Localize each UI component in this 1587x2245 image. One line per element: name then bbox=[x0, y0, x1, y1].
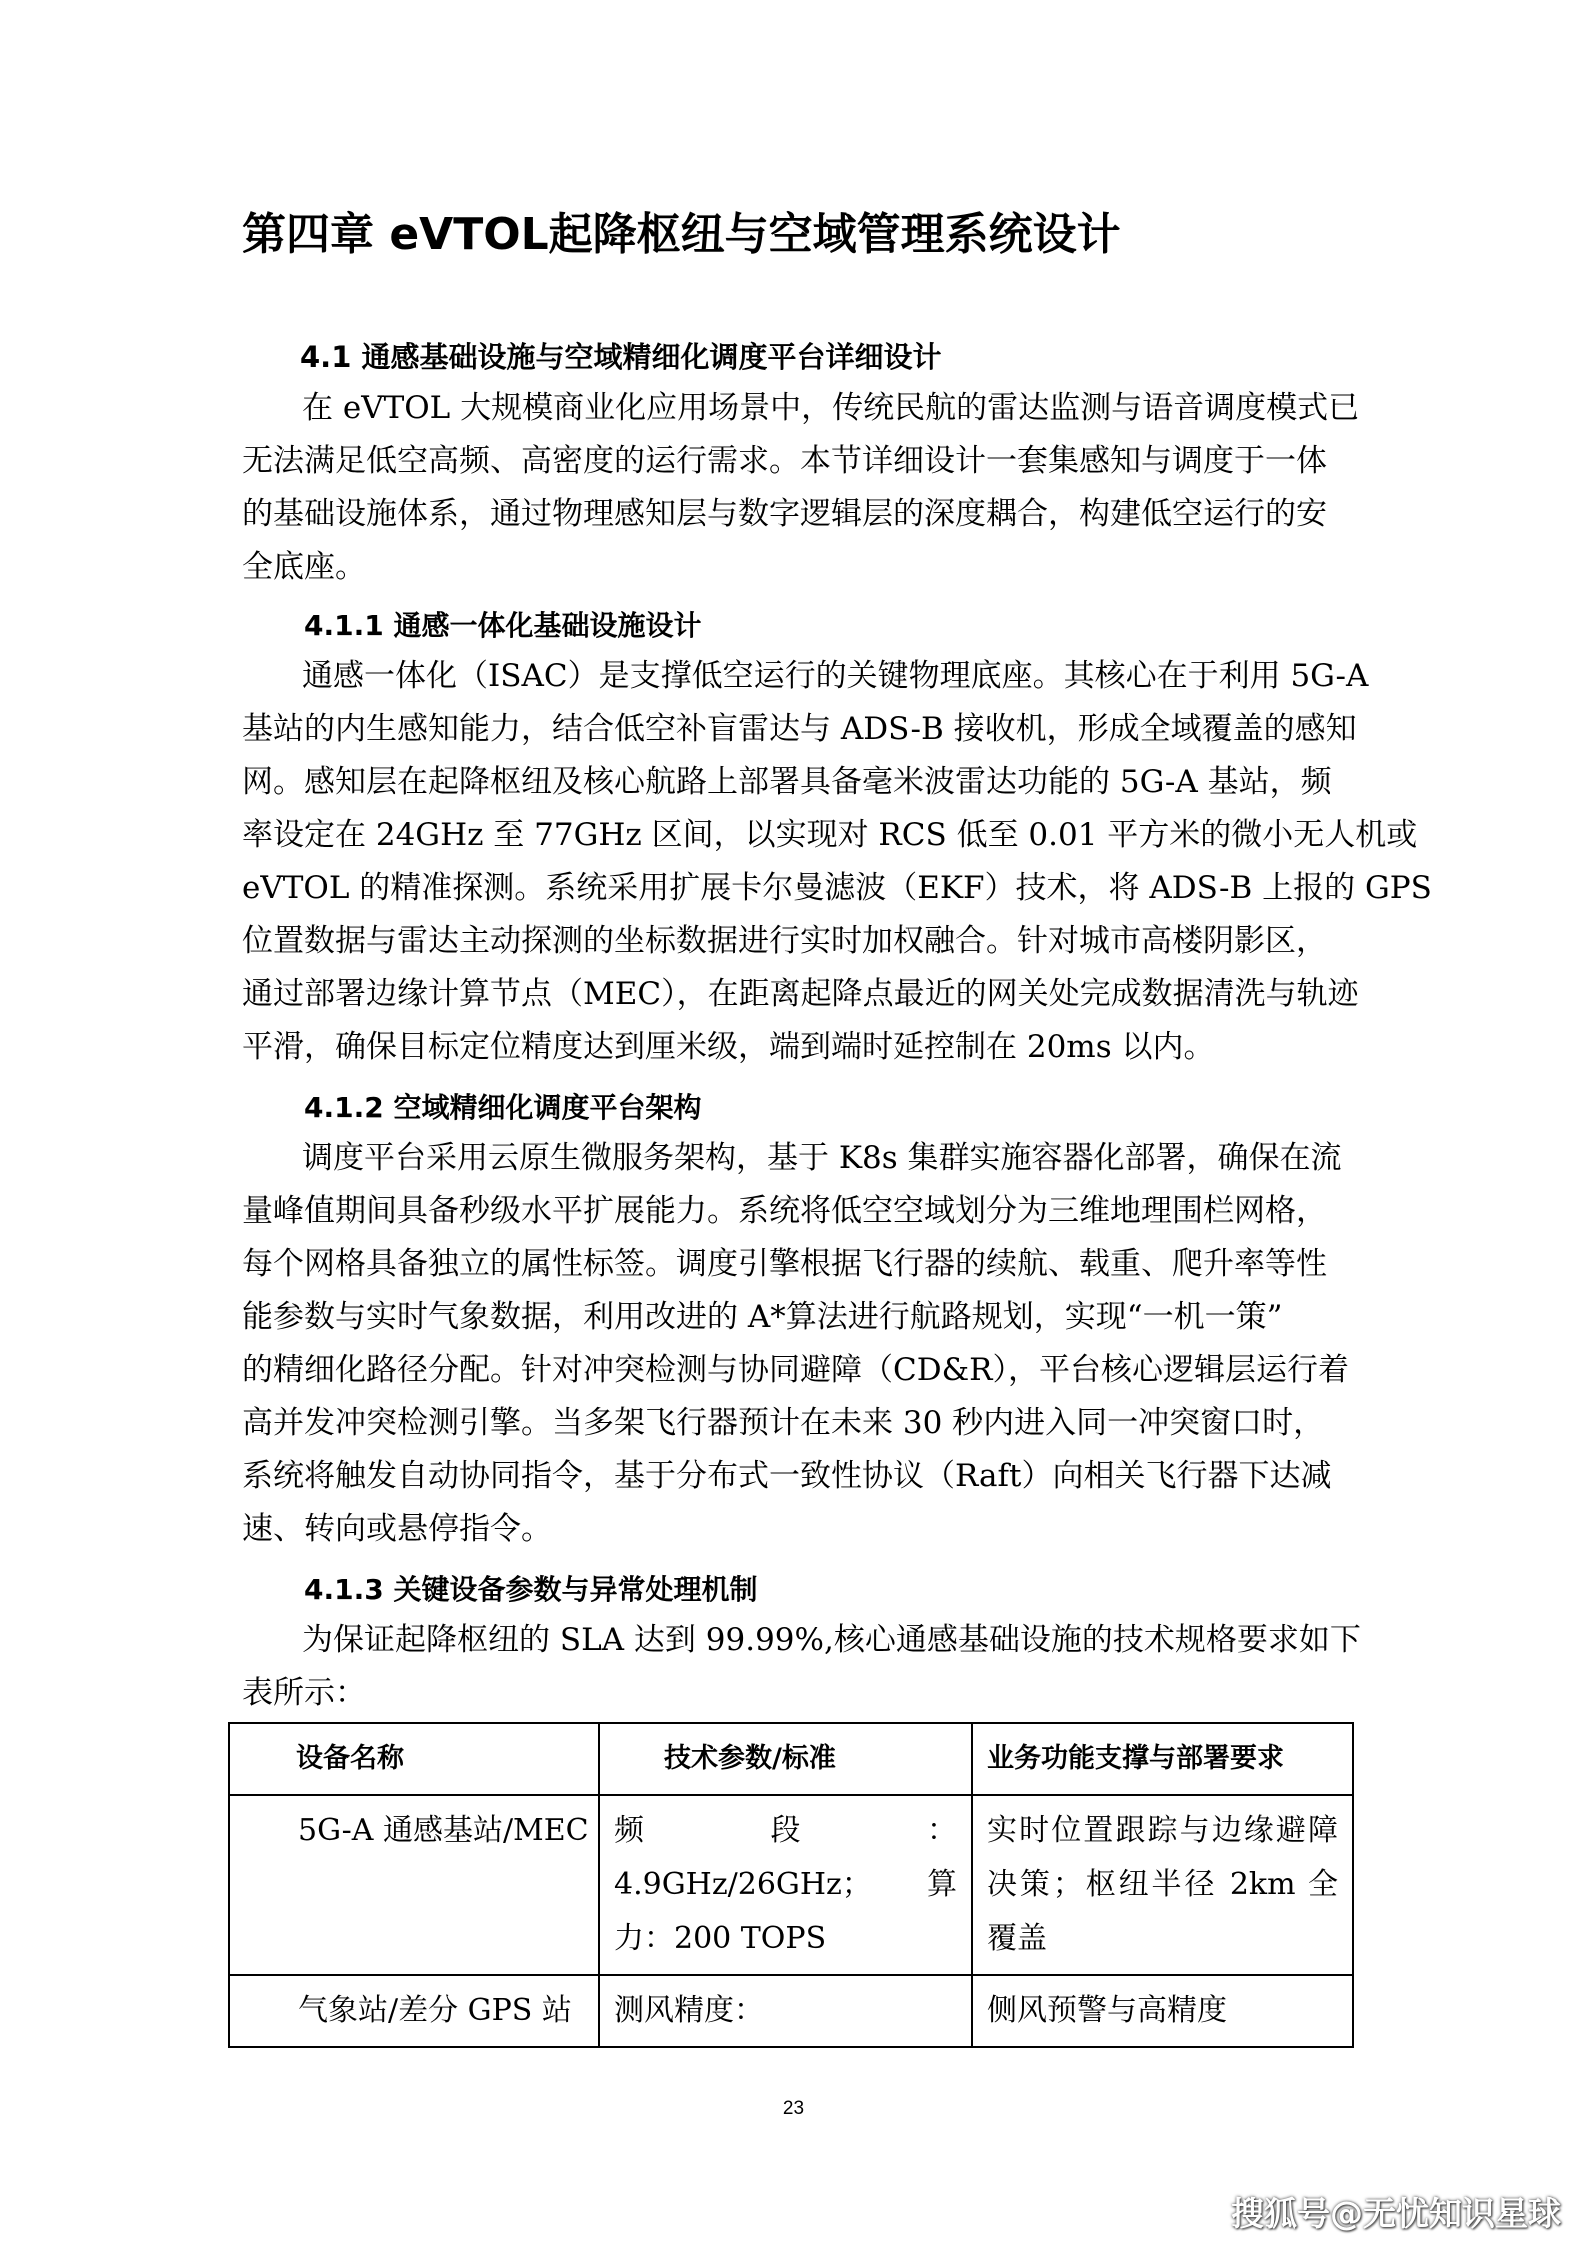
cell-tech-param: 测风精度： bbox=[599, 1975, 972, 2047]
header-tech-param: 技术参数/标准 bbox=[599, 1723, 972, 1795]
paragraph-line: 为保证起降枢纽的 SLA 达到 99.99%,核心通感基础设施的技术规格要求如下 bbox=[302, 1622, 1361, 1658]
cell-function: 实时位置跟踪与边缘避障决策；枢纽半径 2km 全覆盖 bbox=[972, 1795, 1353, 1975]
cell-tech-param: 频段：4.9GHz/26GHz；算力：200 TOPS bbox=[599, 1795, 972, 1975]
paragraph-4-1 bbox=[242, 382, 1360, 594]
cell-equipment-name: 5G-A 通感基站/MEC bbox=[229, 1795, 599, 1975]
paragraph-4-1-1 bbox=[242, 650, 1432, 1074]
header-equipment-name: 设备名称 bbox=[229, 1723, 599, 1795]
paragraph-line: eVTOL 的精准探测。系统采用扩展卡尔曼滤波（EKF）技术，将 ADS-B 上报的 GPS bbox=[242, 870, 1432, 906]
section-heading-4-1-1: 4.1.1 通感一体化基础设施设计 bbox=[304, 609, 702, 642]
table-row bbox=[229, 1795, 1353, 1975]
paragraph-line: 通过部署边缘计算节点（MEC），在距离起降点最近的网关处完成数据清洗与轨迹 bbox=[242, 976, 1359, 1012]
section-heading-4-1-2: 4.1.2 空域精细化调度平台架构 bbox=[304, 1091, 702, 1124]
paragraph-line: 基站的内生感知能力，结合低空补盲雷达与 ADS-B 接收机，形成全域覆盖的感知 bbox=[242, 711, 1357, 747]
chapter-title: 第四章 eVTOL起降枢纽与空域管理系统设计 bbox=[242, 209, 1121, 260]
section-heading-4-1-3: 4.1.3 关键设备参数与异常处理机制 bbox=[304, 1573, 758, 1606]
table-row bbox=[229, 1975, 1353, 2047]
paragraph-line: 无法满足低空高频、高密度的运行需求。本节详细设计一套集感知与调度于一体 bbox=[242, 443, 1327, 479]
paragraph-line: 的基础设施体系，通过物理感知层与数字逻辑层的深度耦合，构建低空运行的安 bbox=[242, 496, 1327, 532]
paragraph-line: 平滑，确保目标定位精度达到厘米级，端到端时延控制在 20ms 以内。 bbox=[242, 1029, 1215, 1065]
paragraph-line: 率设定在 24GHz 至 77GHz 区间，以实现对 RCS 低至 0.01 平方米的微小无人机或 bbox=[242, 817, 1418, 853]
paragraph-line: 系统将触发自动协同指令，基于分布式一致性协议（Raft）向相关飞行器下达减 bbox=[242, 1458, 1332, 1494]
watermark: 搜狐号@无忧知识星球 bbox=[1231, 2194, 1561, 2233]
paragraph-line: 在 eVTOL 大规模商业化应用场景中，传统民航的雷达监测与语音调度模式已 bbox=[302, 390, 1360, 426]
cell-equipment-name: 气象站/差分 GPS 站 bbox=[229, 1975, 599, 2047]
paragraph-line: 网。感知层在起降枢纽及核心航路上部署具备毫米波雷达功能的 5G-A 基站，频 bbox=[242, 764, 1332, 800]
paragraph-line: 调度平台采用云原生微服务架构，基于 K8s 集群实施容器化部署，确保在流 bbox=[302, 1140, 1342, 1176]
paragraph-4-1-2 bbox=[242, 1132, 1352, 1556]
paragraph-line: 每个网格具备独立的属性标签。调度引擎根据飞行器的续航、载重、爬升率等性 bbox=[242, 1246, 1327, 1282]
section-heading-4-1: 4.1 通感基础设施与空域精细化调度平台详细设计 bbox=[300, 340, 942, 374]
equipment-spec-table bbox=[228, 1722, 1354, 2048]
paragraph-line: 能参数与实时气象数据，利用改进的 A*算法进行航路规划，实现“一机一策” bbox=[242, 1299, 1283, 1335]
paragraph-line: 全底座。 bbox=[242, 549, 366, 585]
paragraph-line: 位置数据与雷达主动探测的坐标数据进行实时加权融合。针对城市高楼阴影区， bbox=[242, 923, 1327, 959]
paragraph-line: 量峰值期间具备秒级水平扩展能力。系统将低空空域划分为三维地理围栏网格， bbox=[242, 1193, 1327, 1229]
page-number: 23 bbox=[782, 2098, 805, 2119]
paragraph-4-1-3 bbox=[242, 1614, 1361, 1720]
paragraph-line: 速、转向或悬停指令。 bbox=[242, 1511, 552, 1547]
paragraph-line: 表所示： bbox=[242, 1675, 366, 1711]
paragraph-line: 的精细化路径分配。针对冲突检测与协同避障（CD&R），平台核心逻辑层运行着 bbox=[242, 1352, 1350, 1388]
table-header-row bbox=[229, 1723, 1353, 1795]
paragraph-line: 通感一体化（ISAC）是支撑低空运行的关键物理底座。其核心在于利用 5G-A bbox=[302, 658, 1369, 694]
paragraph-line: 高并发冲突检测引擎。当多架飞行器预计在未来 30 秒内进入同一冲突窗口时， bbox=[242, 1405, 1325, 1441]
header-function-requirement: 业务功能支撑与部署要求 bbox=[972, 1723, 1353, 1795]
cell-function: 侧风预警与高精度 bbox=[972, 1975, 1353, 2047]
